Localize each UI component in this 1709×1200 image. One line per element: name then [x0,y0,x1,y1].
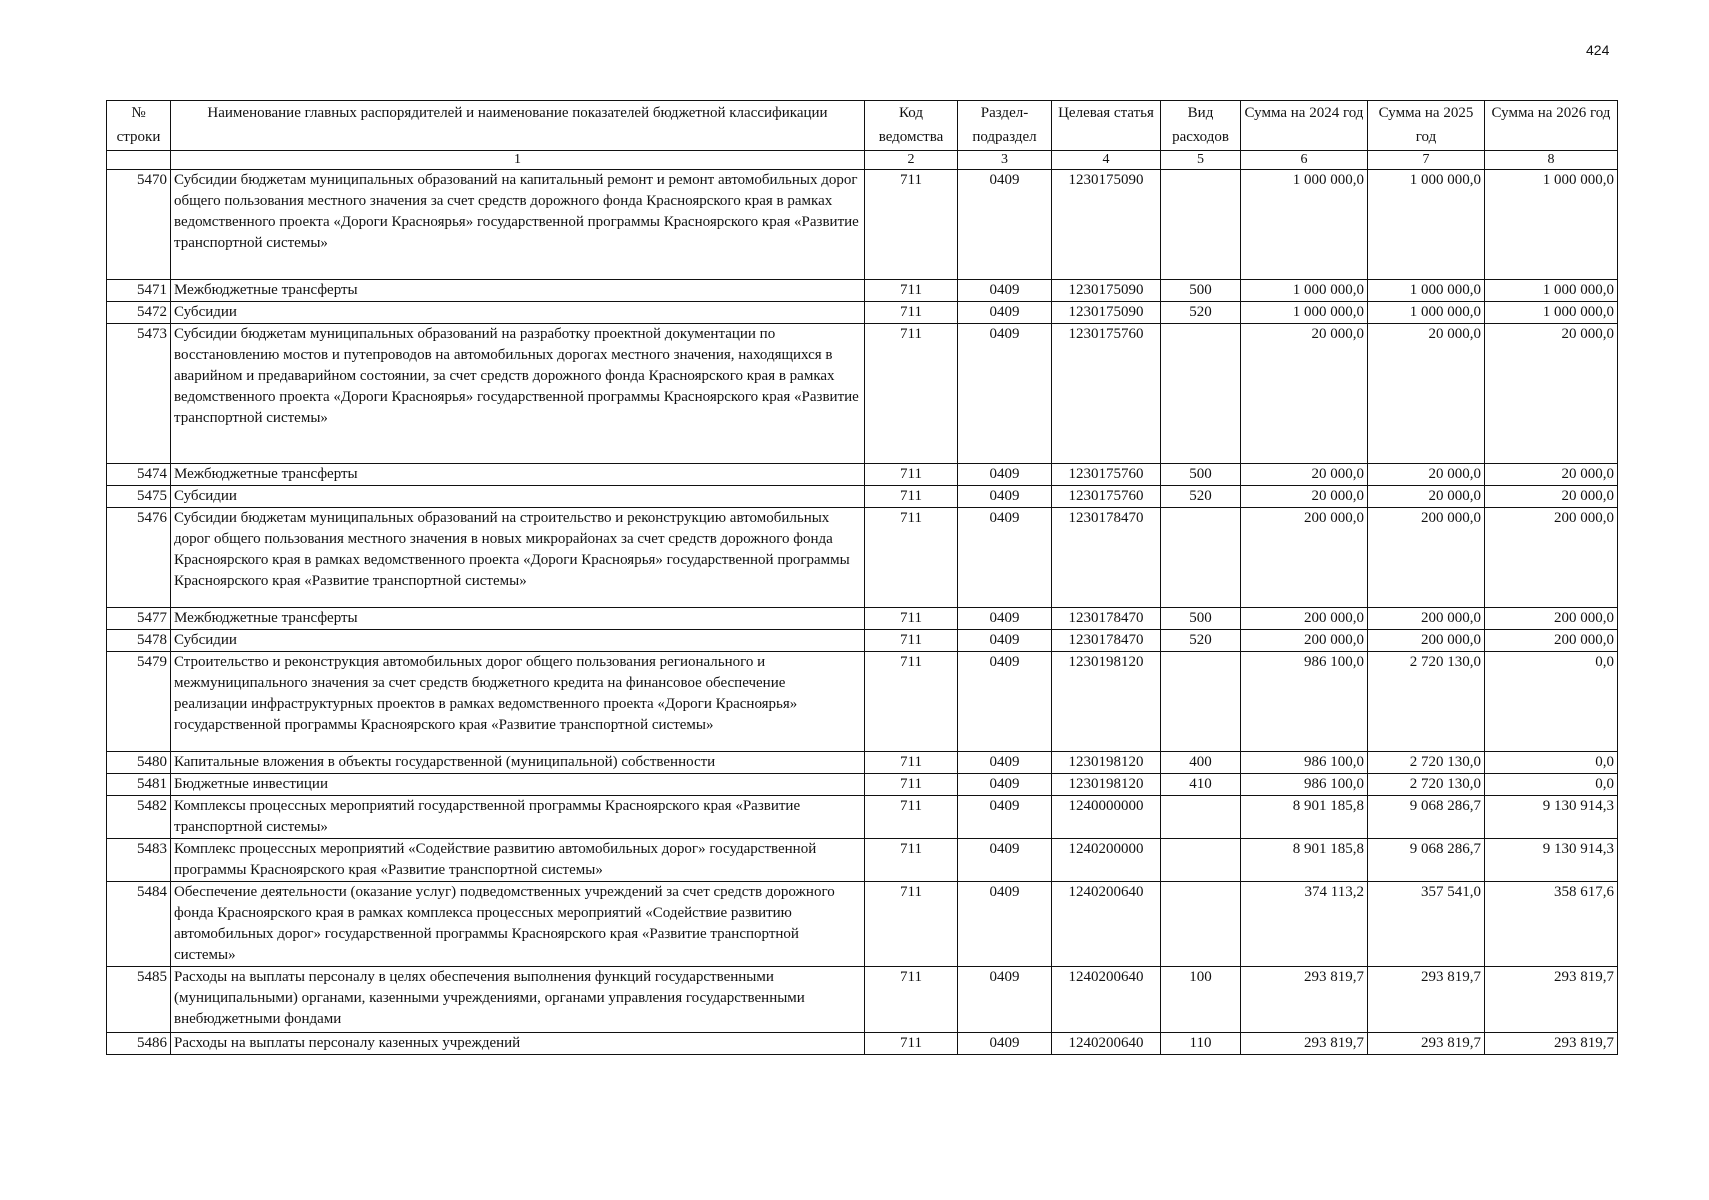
row-name: Строительство и реконструкция автомобильных дорог общего пользования регионального и межмуниципального значения за счет средств бюджетного кредита на финансовое обеспечение реализации инфраструктурных проектов в рамках ведомственного проекта «Дороги Красноярья» государственной программы Красноярского края «Развитие транспортной системы» [171,652,865,752]
row-number: 5472 [107,302,171,324]
row-name: Комплекс процессных мероприятий «Содействие развитию автомобильных дорог» государственной программы Красноярского края «Развитие транспортной системы» [171,839,865,882]
sum-2025: 2 720 130,0 [1368,774,1485,796]
row-name: Капитальные вложения в объекты государственной (муниципальной) собственности [171,752,865,774]
section-code: 0409 [958,486,1052,508]
dept-code: 711 [865,882,958,967]
row-name: Межбюджетные трансферты [171,464,865,486]
dept-code: 711 [865,796,958,839]
article-code: 1240200000 [1052,839,1161,882]
section-code: 0409 [958,324,1052,464]
dept-code: 711 [865,508,958,608]
row-number: 5475 [107,486,171,508]
table-body [107,170,1618,1055]
row-name: Межбюджетные трансферты [171,280,865,302]
sum-2024: 293 819,7 [1241,1033,1368,1055]
expense-type: 520 [1161,486,1241,508]
section-code: 0409 [958,652,1052,752]
sum-2024: 20 000,0 [1241,486,1368,508]
expense-type: 100 [1161,967,1241,1033]
row-name: Субсидии [171,486,865,508]
table-row [107,752,1618,774]
row-number: 5474 [107,464,171,486]
dept-code: 711 [865,324,958,464]
sum-2026: 9 130 914,3 [1485,839,1618,882]
article-code: 1240200640 [1052,882,1161,967]
sum-2025: 2 720 130,0 [1368,652,1485,752]
section-code: 0409 [958,170,1052,280]
sum-2026: 1 000 000,0 [1485,280,1618,302]
sum-2026: 200 000,0 [1485,608,1618,630]
article-code: 1230175090 [1052,280,1161,302]
sum-2024: 200 000,0 [1241,630,1368,652]
sum-2026: 20 000,0 [1485,324,1618,464]
dept-code: 711 [865,630,958,652]
sum-2026: 1 000 000,0 [1485,302,1618,324]
column-number: 3 [958,151,1052,170]
dept-code: 711 [865,652,958,752]
section-code: 0409 [958,796,1052,839]
column-number: 5 [1161,151,1241,170]
sum-2025: 1 000 000,0 [1368,302,1485,324]
section-code: 0409 [958,1033,1052,1055]
row-name: Обеспечение деятельности (оказание услуг) подведомственных учреждений за счет средств дорожного фонда Красноярского края в рамках комплекса процессных мероприятий «Содействие развитию автомобильных дорог» государственной программы Красноярского края «Развитие транспортной системы» [171,882,865,967]
dept-code: 711 [865,1033,958,1055]
sum-2026: 293 819,7 [1485,967,1618,1033]
column-number: 7 [1368,151,1485,170]
article-code: 1230198120 [1052,652,1161,752]
expense-type [1161,796,1241,839]
dept-code: 711 [865,608,958,630]
sum-2026: 358 617,6 [1485,882,1618,967]
section-code: 0409 [958,464,1052,486]
article-code: 1230175760 [1052,464,1161,486]
article-code: 1230178470 [1052,630,1161,652]
row-name: Субсидии бюджетам муниципальных образований на строительство и реконструкцию автомобильных дорог общего пользования местного значения в новых микрорайонах за счет средств дорожного фонда Красноярского края в рамках ведомственного проекта «Дороги Красноярья» государственной программы Красноярского края «Развитие транспортной системы» [171,508,865,608]
article-code: 1240200640 [1052,967,1161,1033]
row-number: 5480 [107,752,171,774]
sum-2024: 374 113,2 [1241,882,1368,967]
expense-type [1161,839,1241,882]
expense-type: 500 [1161,464,1241,486]
sum-2024: 293 819,7 [1241,967,1368,1033]
table-row [107,486,1618,508]
page-number: 424 [1586,42,1610,58]
sum-2026: 1 000 000,0 [1485,170,1618,280]
sum-2025: 200 000,0 [1368,508,1485,608]
row-number: 5482 [107,796,171,839]
row-number: 5477 [107,608,171,630]
table-row [107,508,1618,608]
table-row [107,1033,1618,1055]
dept-code: 711 [865,486,958,508]
row-name: Субсидии бюджетам муниципальных образований на капитальный ремонт и ремонт автомобильных дорог общего пользования местного значения за счет средств дорожного фонда Красноярского края в рамках ведомственного проекта «Дороги Красноярья» государственной программы Красноярского края «Развитие транспортной системы» [171,170,865,280]
sum-2024: 1 000 000,0 [1241,280,1368,302]
section-code: 0409 [958,508,1052,608]
article-code: 1230198120 [1052,752,1161,774]
row-number: 5473 [107,324,171,464]
sum-2024: 986 100,0 [1241,752,1368,774]
budget-table [106,100,1618,1055]
article-code: 1230198120 [1052,774,1161,796]
header-sum-2025: Сумма на 2025 год [1368,101,1485,151]
dept-code: 711 [865,839,958,882]
table-row [107,967,1618,1033]
article-code: 1230175760 [1052,486,1161,508]
column-number: 4 [1052,151,1161,170]
header-sum-2024: Сумма на 2024 год [1241,101,1368,151]
sum-2026: 200 000,0 [1485,630,1618,652]
sum-2024: 20 000,0 [1241,324,1368,464]
sum-2025: 200 000,0 [1368,608,1485,630]
section-code: 0409 [958,839,1052,882]
sum-2026: 0,0 [1485,752,1618,774]
sum-2024: 200 000,0 [1241,508,1368,608]
table-row [107,882,1618,967]
article-code: 1240000000 [1052,796,1161,839]
column-number: 8 [1485,151,1618,170]
table-row [107,652,1618,752]
header-dept-code: Код ведомства [865,101,958,151]
article-code: 1230175760 [1052,324,1161,464]
expense-type: 400 [1161,752,1241,774]
sum-2026: 293 819,7 [1485,1033,1618,1055]
row-number: 5484 [107,882,171,967]
dept-code: 711 [865,464,958,486]
sum-2025: 1 000 000,0 [1368,280,1485,302]
sum-2025: 357 541,0 [1368,882,1485,967]
table-row [107,630,1618,652]
column-number: 2 [865,151,958,170]
sum-2025: 200 000,0 [1368,630,1485,652]
expense-type [1161,652,1241,752]
table-row [107,464,1618,486]
dept-code: 711 [865,752,958,774]
sum-2024: 986 100,0 [1241,774,1368,796]
sum-2025: 9 068 286,7 [1368,796,1485,839]
row-number: 5481 [107,774,171,796]
table-row [107,796,1618,839]
table-row [107,839,1618,882]
expense-type: 520 [1161,302,1241,324]
row-number: 5471 [107,280,171,302]
section-code: 0409 [958,967,1052,1033]
expense-type: 520 [1161,630,1241,652]
row-number: 5486 [107,1033,171,1055]
section-code: 0409 [958,882,1052,967]
sum-2025: 2 720 130,0 [1368,752,1485,774]
row-number: 5478 [107,630,171,652]
header-name: Наименование главных распорядителей и наименование показателей бюджетной классификации [171,101,865,151]
expense-type: 500 [1161,608,1241,630]
row-number: 5470 [107,170,171,280]
expense-type: 500 [1161,280,1241,302]
dept-code: 711 [865,170,958,280]
column-number-row [107,151,1618,170]
expense-type [1161,324,1241,464]
article-code: 1230175090 [1052,302,1161,324]
section-code: 0409 [958,302,1052,324]
sum-2024: 1 000 000,0 [1241,170,1368,280]
sum-2026: 0,0 [1485,774,1618,796]
row-name: Расходы на выплаты персоналу казенных учреждений [171,1033,865,1055]
table-row [107,774,1618,796]
sum-2026: 0,0 [1485,652,1618,752]
section-code: 0409 [958,774,1052,796]
row-number: 5485 [107,967,171,1033]
sum-2024: 8 901 185,8 [1241,839,1368,882]
section-code: 0409 [958,630,1052,652]
table-row [107,324,1618,464]
sum-2024: 8 901 185,8 [1241,796,1368,839]
table-row [107,302,1618,324]
row-name: Расходы на выплаты персоналу в целях обеспечения выполнения функций государственными (муниципальными) органами, казенными учреждениями, органами управления государственными внебюджетными фондами [171,967,865,1033]
sum-2025: 20 000,0 [1368,486,1485,508]
section-code: 0409 [958,752,1052,774]
row-number: 5479 [107,652,171,752]
sum-2025: 293 819,7 [1368,1033,1485,1055]
header-section: Раздел-подраздел [958,101,1052,151]
article-code: 1230178470 [1052,508,1161,608]
sum-2026: 20 000,0 [1485,464,1618,486]
row-number: 5476 [107,508,171,608]
row-name: Межбюджетные трансферты [171,608,865,630]
table-row [107,280,1618,302]
dept-code: 711 [865,967,958,1033]
sum-2025: 20 000,0 [1368,324,1485,464]
section-code: 0409 [958,280,1052,302]
row-name: Субсидии [171,630,865,652]
header-sum-2026: Сумма на 2026 год [1485,101,1618,151]
column-number [107,151,171,170]
expense-type: 110 [1161,1033,1241,1055]
article-code: 1230175090 [1052,170,1161,280]
table-row [107,170,1618,280]
header-expense-type: Вид расходов [1161,101,1241,151]
sum-2025: 293 819,7 [1368,967,1485,1033]
column-number: 6 [1241,151,1368,170]
dept-code: 711 [865,280,958,302]
table-row [107,608,1618,630]
sum-2025: 1 000 000,0 [1368,170,1485,280]
sum-2024: 1 000 000,0 [1241,302,1368,324]
article-code: 1230178470 [1052,608,1161,630]
header-article: Целевая статья [1052,101,1161,151]
sum-2026: 9 130 914,3 [1485,796,1618,839]
sum-2024: 20 000,0 [1241,464,1368,486]
sum-2025: 20 000,0 [1368,464,1485,486]
expense-type [1161,508,1241,608]
expense-type [1161,882,1241,967]
row-name: Бюджетные инвестиции [171,774,865,796]
article-code: 1240200640 [1052,1033,1161,1055]
header-row-no: № строки [107,101,171,151]
expense-type [1161,170,1241,280]
row-number: 5483 [107,839,171,882]
row-name: Субсидии [171,302,865,324]
sum-2024: 986 100,0 [1241,652,1368,752]
sum-2026: 20 000,0 [1485,486,1618,508]
row-name: Комплексы процессных мероприятий государственной программы Красноярского края «Развитие транспортной системы» [171,796,865,839]
expense-type: 410 [1161,774,1241,796]
column-number: 1 [171,151,865,170]
sum-2026: 200 000,0 [1485,508,1618,608]
sum-2024: 200 000,0 [1241,608,1368,630]
dept-code: 711 [865,774,958,796]
section-code: 0409 [958,608,1052,630]
dept-code: 711 [865,302,958,324]
sum-2025: 9 068 286,7 [1368,839,1485,882]
header-row [107,101,1618,151]
row-name: Субсидии бюджетам муниципальных образований на разработку проектной документации по восстановлению мостов и путепроводов на автомобильных дорогах местного значения, находящихся в аварийном и предаварийном состоянии, за счет средств дорожного фонда Красноярского края в рамках ведомственного проекта «Дороги Красноярья» государственной программы Красноярского края «Развитие транспортной системы» [171,324,865,464]
